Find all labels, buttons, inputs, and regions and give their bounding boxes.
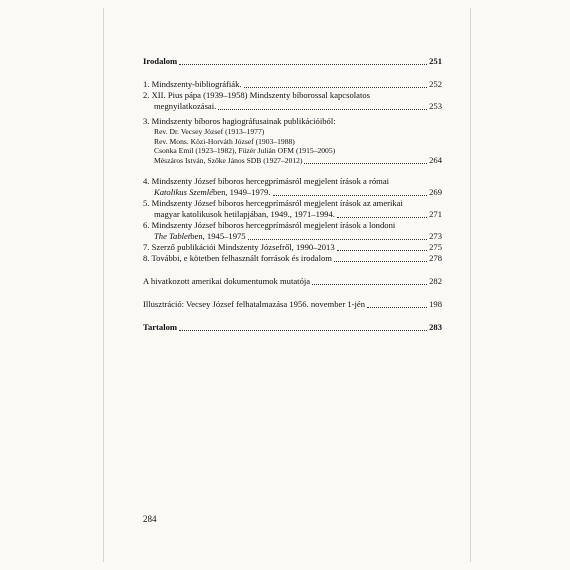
entry-title: A hivatkozott amerikai dokumentumok mutatója: [143, 275, 311, 286]
toc-entry-irodalom[interactable]: [143, 56, 442, 67]
toc-entry-1[interactable]: [143, 79, 442, 90]
toc-entry-4[interactable]: [143, 176, 442, 198]
entry-title-line: magyar katolikusok hetilapjában, 1949., 1971–1994.: [154, 208, 335, 219]
toc-entry-illustration[interactable]: [143, 299, 442, 310]
entry-subline: Rev. Mons. Közi-Horváth József (1903–1988): [154, 136, 295, 146]
entry-title: 7. Szerző publikációi Mindszenty Józsefről, 1990–2013: [143, 241, 335, 252]
toc-entry-8[interactable]: [143, 253, 442, 264]
entry-subline: Csonka Emil (1923–1982), Füzér Julián OFM (1915–2005): [154, 146, 336, 155]
entry-page: 269: [429, 186, 442, 197]
entry-page: 264: [429, 155, 442, 165]
leader-dots: [244, 80, 428, 88]
entry-title-line: 3. Mindszenty bíboros hagiográfusainak publikációiból:: [143, 116, 336, 126]
entry-page: 271: [429, 208, 442, 219]
entry-title-line: megnyilatkozásai.: [154, 101, 217, 111]
entry-title: Irodalom: [143, 56, 178, 66]
entry-page: 253: [429, 101, 442, 111]
table-of-contents: [143, 56, 442, 333]
toc-entry-7[interactable]: [143, 242, 442, 253]
leader-dots: [337, 243, 427, 251]
toc-entry-tartalom[interactable]: [143, 322, 442, 333]
entry-page: 252: [429, 79, 442, 89]
leader-dots: [218, 102, 427, 110]
entry-subline: Rev. Dr. Vecsey József (1913–1977): [154, 127, 265, 136]
entry-page: 278: [429, 252, 442, 263]
page-number: 284: [143, 514, 157, 524]
leader-dots: [179, 323, 427, 331]
entry-page: 198: [429, 298, 442, 309]
entry-page: 275: [429, 241, 442, 252]
leader-dots: [337, 210, 427, 218]
entry-title-line: Katolikus Szemlében, 1949–1979.: [154, 186, 271, 197]
journal-title: Katolikus Szemlé: [154, 186, 213, 197]
entry-title: Tartalom: [143, 321, 178, 332]
toc-entry-2[interactable]: [143, 90, 442, 112]
leader-dots: [367, 300, 427, 308]
entry-title: Illusztráció: Vecsey József felhatalmazása 1956. november 1-jén: [143, 298, 365, 309]
entry-page: 282: [429, 275, 442, 286]
entry-title-line: 4. Mindszenty József bíboros hercegprímásról megjelent írások a római: [143, 175, 390, 186]
journal-title: The Tablet: [154, 230, 191, 241]
toc-entry-index[interactable]: [143, 276, 442, 287]
leader-dots: [273, 188, 428, 196]
leader-dots: [334, 254, 427, 262]
page-edge-line: [103, 8, 104, 562]
page-edge-line: [470, 8, 471, 562]
entry-subline: Mészáros István, Szőke János SDB (1927–2012): [154, 156, 303, 165]
toc-entry-3[interactable]: [143, 116, 442, 166]
entry-page: 273: [429, 230, 442, 241]
toc-entry-5[interactable]: [143, 198, 442, 220]
entry-page: 251: [429, 56, 442, 66]
entry-page: 283: [429, 321, 442, 332]
entry-title-line: 2. XII. Pius pápa (1939–1958) Mindszenty bíborossal kapcsolatos: [143, 90, 370, 100]
entry-title-line: The Tabletben, 1945–1975: [154, 230, 246, 241]
leader-dots: [312, 277, 427, 285]
entry-title-line: 5. Mindszenty József bíboros hercegprímásról megjelent írások az amerikai: [143, 197, 403, 208]
leader-dots: [179, 57, 427, 65]
entry-title-line: 6. Mindszenty József bíboros hercegprímásról megjelent írások a londoni: [143, 219, 396, 230]
toc-entry-6[interactable]: [143, 220, 442, 242]
leader-dots: [248, 232, 428, 240]
leader-dots: [304, 156, 427, 164]
entry-title: 8. További, e kötetben felhasznált források és irodalom: [143, 252, 332, 263]
entry-title: 1. Mindszenty-bibliográfiák.: [143, 79, 242, 89]
